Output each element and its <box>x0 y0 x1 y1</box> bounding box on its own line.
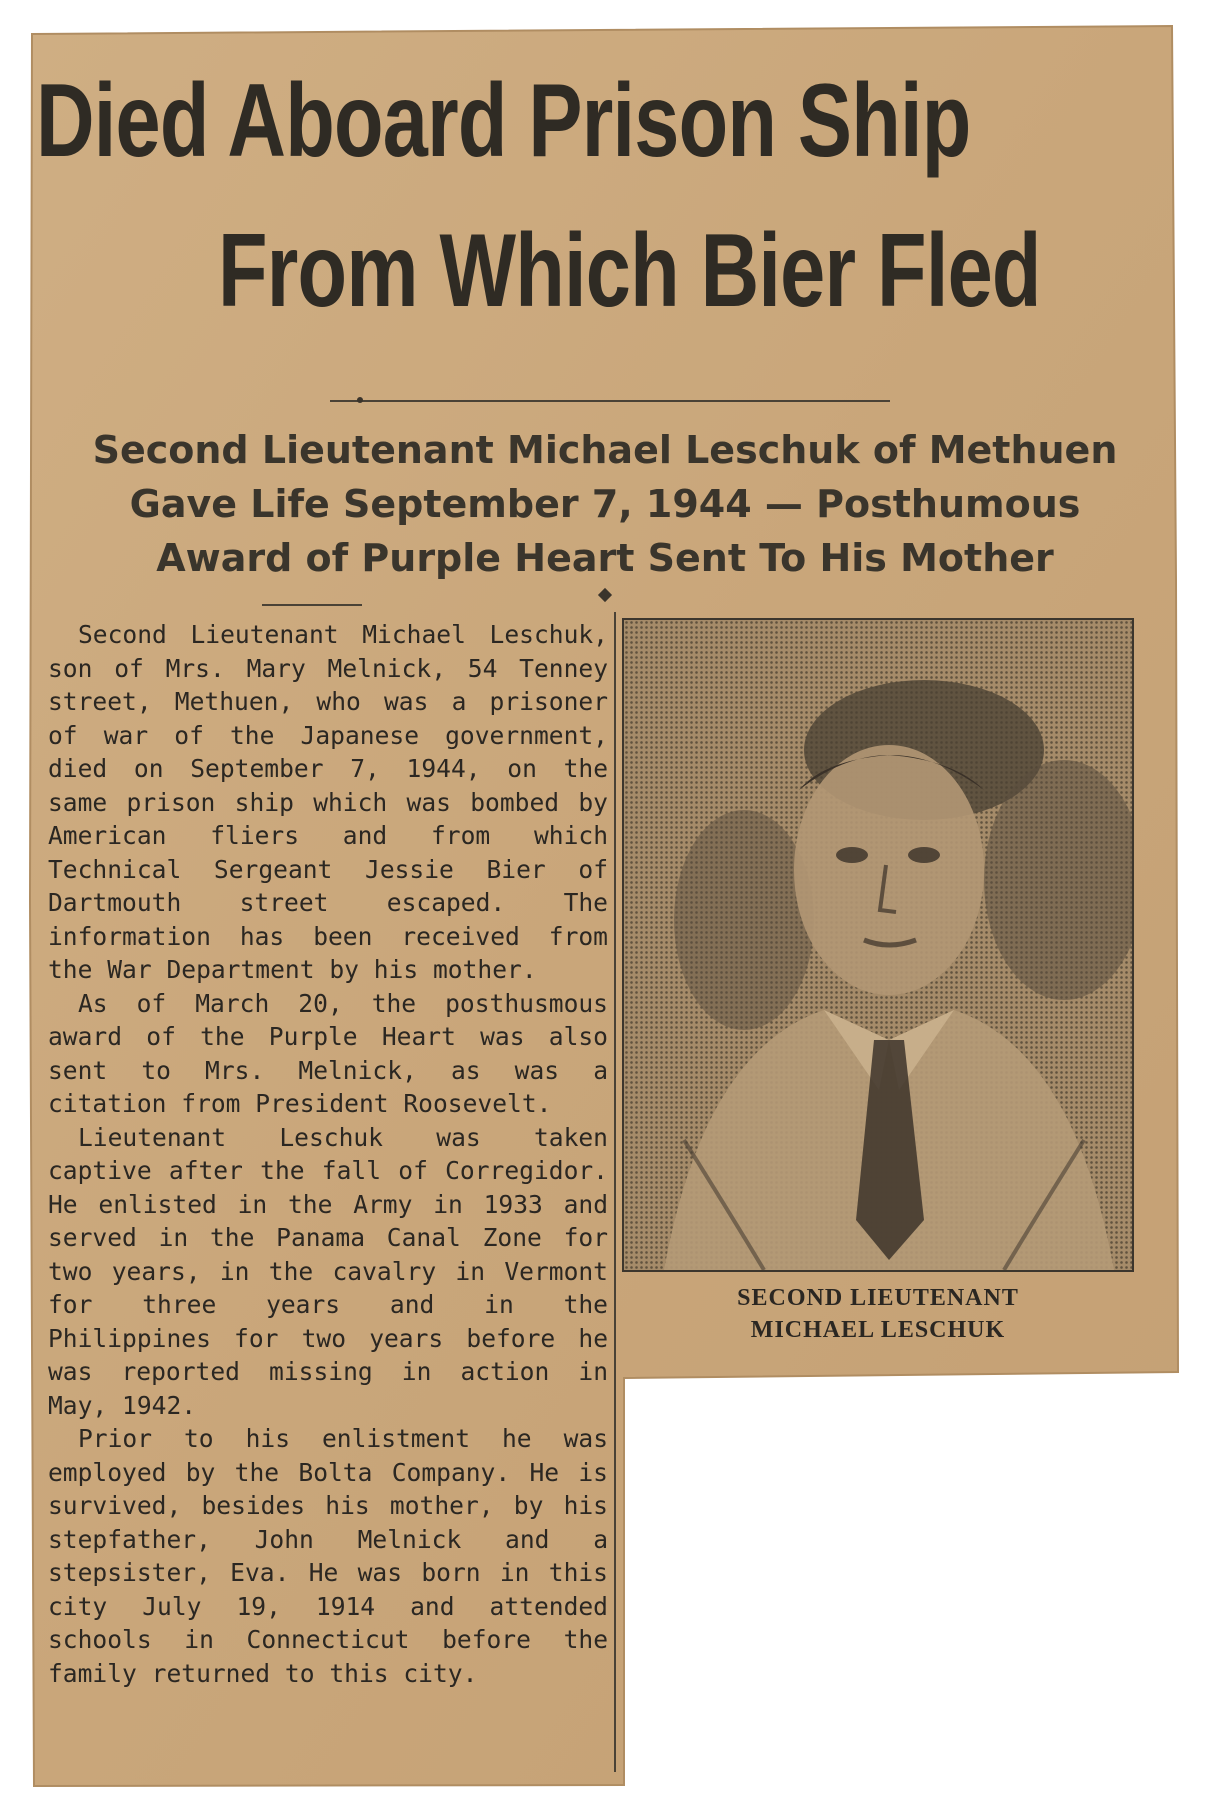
headline-line-2: From Which Bier Fled <box>218 213 1041 329</box>
photo-caption <box>622 1282 1134 1346</box>
caption-line-1: SECOND LIEUTENANT <box>737 1285 1019 1311</box>
headline-divider <box>330 400 890 402</box>
headline-line-1: Died Aboard Prison Ship <box>36 63 971 179</box>
portrait-photo <box>622 618 1134 1272</box>
caption-line-2: MICHAEL LESCHUK <box>750 1317 1006 1343</box>
subheadline-line-1: Second Lieutenant Michael Leschuk of Methuen <box>92 428 1118 472</box>
article-paragraph-3: Lieutenant Leschuk was taken captive after the fall of Corregidor. He enlisted in the Army in 1933 and served in the Panama Canal Zone for two years, in the cavalry in Vermont for three years and in the Philippines for two years before he was reported missing in action in May, 1942. <box>48 1122 608 1420</box>
article-body <box>48 618 608 1690</box>
subheadline-line-3: Award of Purple Heart Sent To His Mother <box>156 536 1054 580</box>
divider-dot <box>357 397 363 403</box>
portrait-image <box>624 620 1132 1270</box>
subheadline-line-2: Gave Life September 7, 1944 — Posthumous <box>129 482 1081 526</box>
column-rule <box>614 612 616 1772</box>
article-paragraph-4: Prior to his enlistment he was employed by the Bolta Company. He is survived, besides his mother, by his stepfather, John Melnick and a stepsister, Eva. He was born in this city July 19, 1914 and attended schools in Connecticut before the family returned to this city. <box>48 1424 608 1688</box>
article-paragraph-2: As of March 20, the posthusmous award of the Purple Heart was also sent to Mrs. Melnick, as was a citation from President Roosevelt. <box>48 988 608 1118</box>
column-divider <box>262 604 362 606</box>
article-paragraph-1: Second Lieutenant Michael Leschuk, son of Mrs. Mary Melnick, 54 Tenney street, Methuen, who was a prisoner of war of the Japanese government, died on September 7, 1944, on the same prison ship which was bombed by American fliers and from which Technical Sergeant Jessie Bier of Dartmouth street escaped. The information has been received from the War Department by his mother. <box>48 620 608 984</box>
